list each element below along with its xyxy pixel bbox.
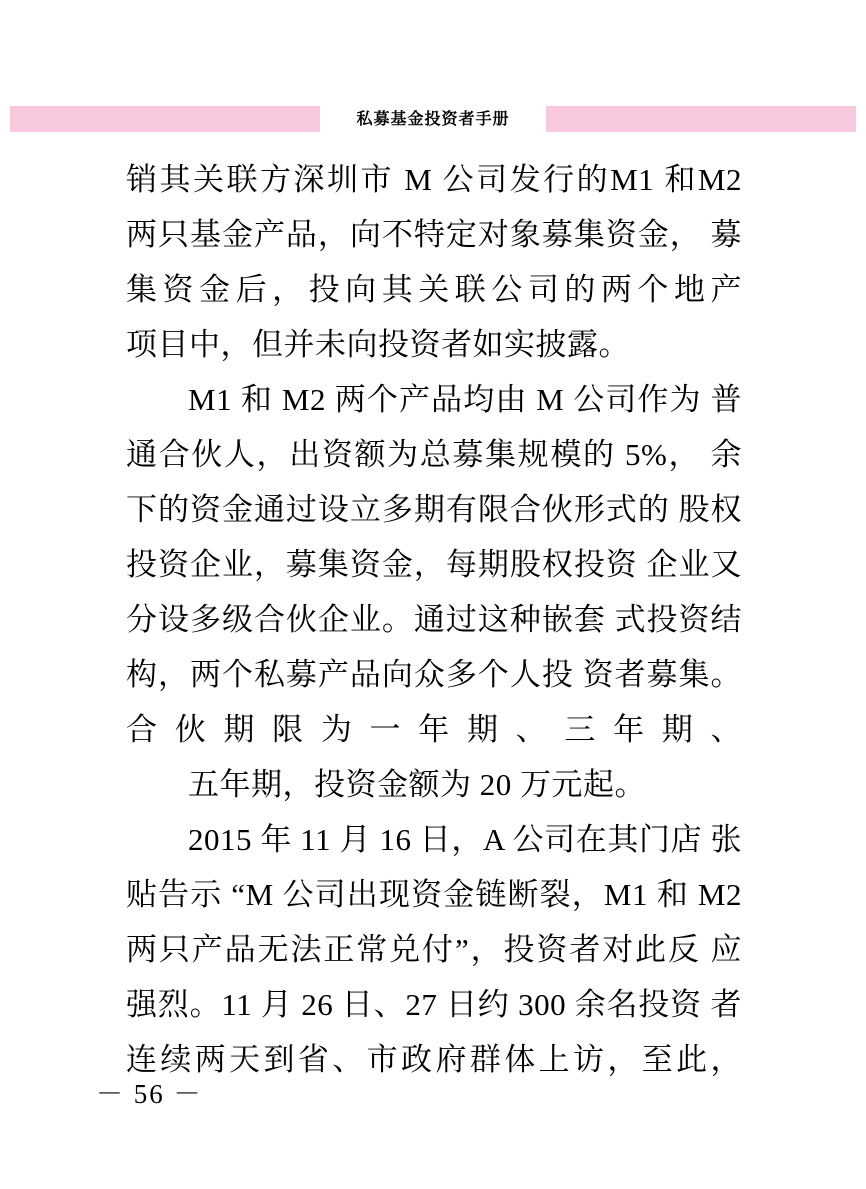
text-line: 两只基金产品，向不特定对象募集资金， [126,217,702,252]
text-line: M1 和 M2 两个产品均由 M 公司作为 [188,382,702,417]
text-line: 资者募集。合伙期限为一年期、三年期、 [126,657,743,747]
text-line: 应强烈。11 月 26 日、27 日约 300 余名投资 [126,932,743,1022]
paragraph [126,812,742,1087]
text-line: 张贴告示 “M 公司出现资金链断裂，M1 和 [126,822,743,912]
page-number: － 56 － [96,1079,203,1109]
text-line: M2 两只产品无法正常兑付”，投资者对此反 [126,877,742,967]
text-line: 股权投资企业，募集资金，每期股权投资 [126,492,743,582]
header-band-left [10,106,320,132]
text-line: 余下的资金通过设立多期有限合伙形式的 [126,437,742,527]
text-line: 式投资结构，两个私募产品向众多个人投 [126,602,743,692]
header-title: 私募基金投资者手册 [346,106,519,132]
paragraph [126,372,742,812]
paragraph [126,152,742,372]
header-band-right [546,106,856,132]
text-line: 2015 年 11 月 16 日，A 公司在其门店 [188,822,703,857]
text-line: 销其关联方深圳市 M 公司发行的M1 和M2 [126,162,742,197]
text-line: 普通合伙人，出资额为总募集规模的 5%， [126,382,742,472]
text-line: 企业又分设多级合伙企业。通过这种嵌套 [126,547,743,637]
text-line: 者连续两天到省、市政府群体上访，至此， [126,987,742,1077]
text-line: 五年期，投资金额为 20 万元起。 [188,767,646,802]
page-body [126,152,742,1087]
text-line: 募集资金后，投向其关联公司的两个地产 [126,217,743,307]
text-line: 项目中，但并未向投资者如实披露。 [126,327,630,362]
running-header [0,106,866,132]
